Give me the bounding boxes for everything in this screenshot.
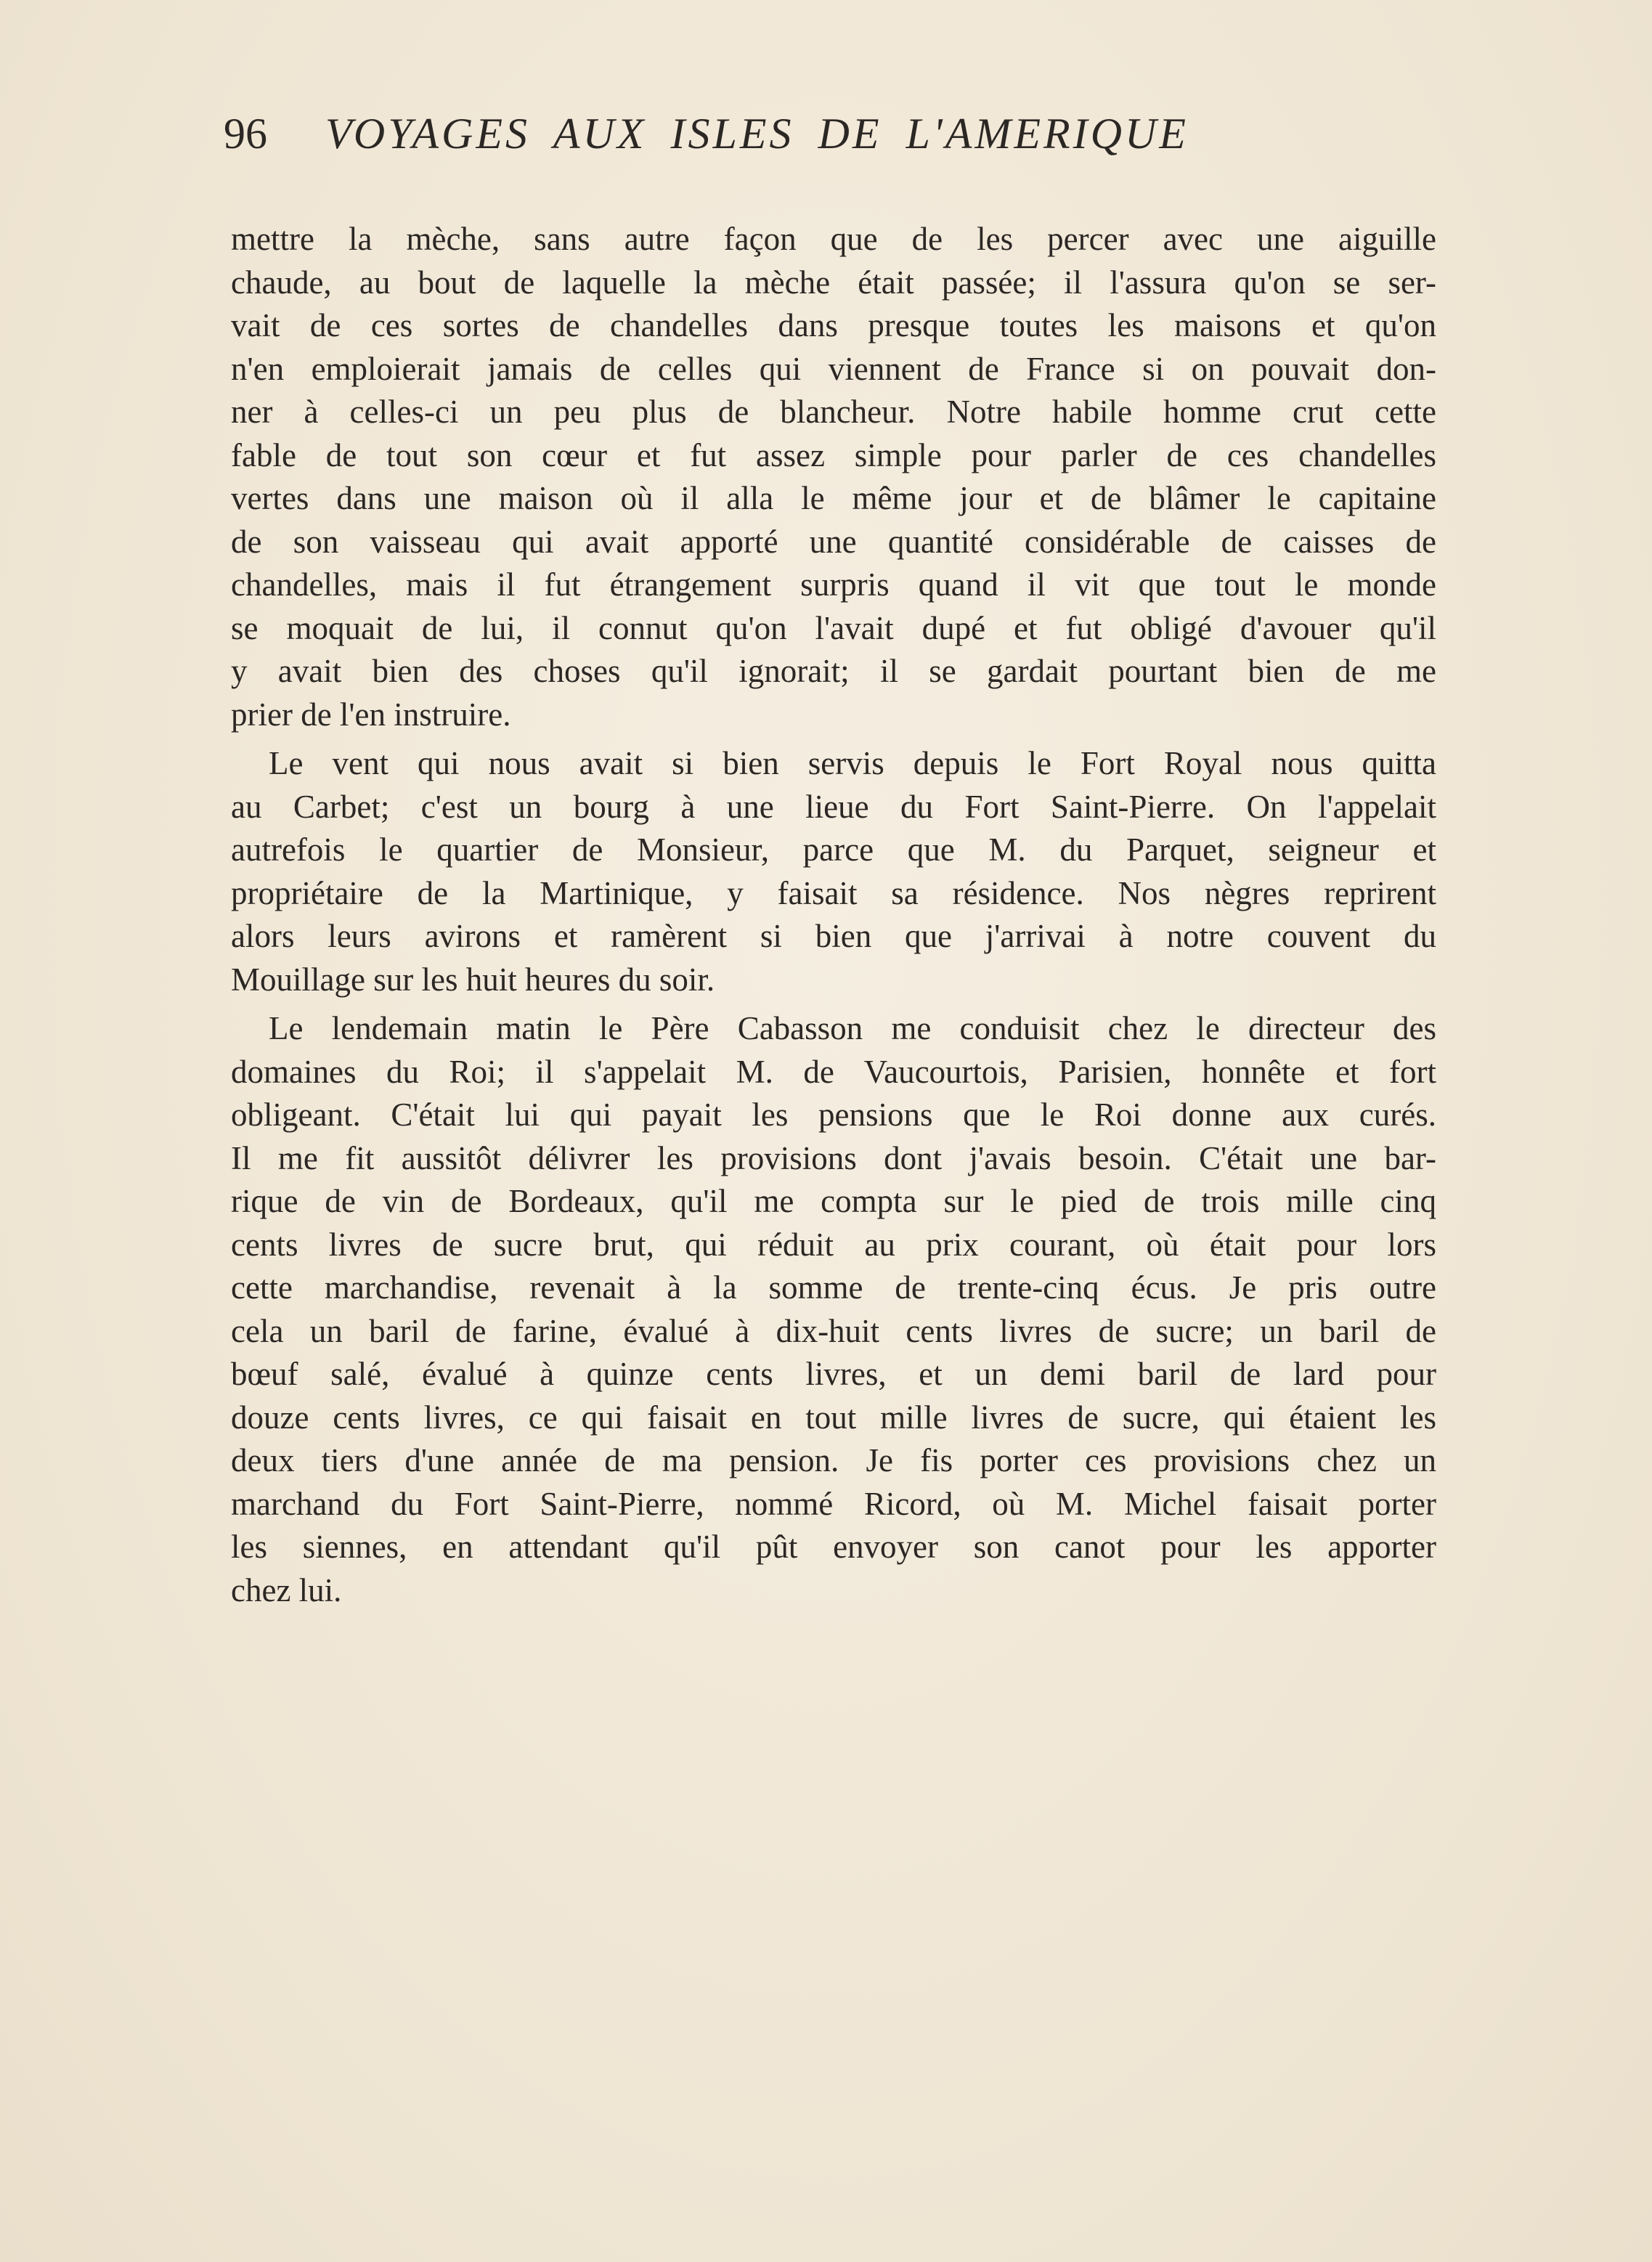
text-line: prier de l'en instruire. xyxy=(231,696,511,733)
text-line: y avait bien des choses qu'il ignorait; il se gardait pourtant bien de me xyxy=(231,653,1436,689)
text-line: rique de vin de Bordeaux, qu'il me compta sur le pied de trois mille cinq xyxy=(231,1183,1436,1219)
text-line: chaude, au bout de laquelle la mèche était passée; il l'assura qu'on se ser- xyxy=(231,264,1436,301)
text-line: vait de ces sortes de chandelles dans presque toutes les maisons et qu'on xyxy=(231,307,1436,343)
paragraph xyxy=(231,218,1436,736)
text-line: cette marchandise, revenait à la somme de trente-cinq écus. Je pris outre xyxy=(231,1269,1436,1306)
text-line: fable de tout son cœur et fut assez simple pour parler de ces chandelles xyxy=(231,436,1436,473)
text-line: Il me fit aussitôt délivrer les provisions dont j'avais besoin. C'était une bar- xyxy=(231,1139,1436,1176)
paragraph xyxy=(231,742,1436,1001)
text-line: deux tiers d'une année de ma pension. Je fis porter ces provisions chez un xyxy=(231,1442,1436,1478)
text-line: domaines du Roi; il s'appelait M. de Vaucourtois, Parisien, honnête et fort xyxy=(231,1053,1436,1090)
text-line: ner à celles-ci un peu plus de blancheur. Notre habile homme crut cette xyxy=(231,394,1436,430)
text-line: Le vent qui nous avait si bien servis depuis le Fort Royal nous quitta xyxy=(269,745,1436,781)
text-line: marchand du Fort Saint-Pierre, nommé Ricord, où M. Michel faisait porter xyxy=(231,1485,1436,1522)
running-title: VOYAGES AUX ISLES DE L'AMERIQUE xyxy=(325,110,1189,158)
text-line: obligeant. C'était lui qui payait les pensions que le Roi donne aux curés. xyxy=(231,1097,1436,1133)
text-line: Mouillage sur les huit heures du soir. xyxy=(231,961,715,998)
running-header xyxy=(224,109,1189,159)
text-line: Le lendemain matin le Père Cabasson me conduisit chez le directeur des xyxy=(269,1010,1436,1046)
text-line: vertes dans une maison où il alla le même jour et de blâmer le capitaine xyxy=(231,480,1436,516)
text-line: se moquait de lui, il connut qu'on l'avait dupé et fut obligé d'avouer qu'il xyxy=(231,609,1436,646)
text-line: autrefois le quartier de Monsieur, parce que M. du Parquet, seigneur et xyxy=(231,831,1436,868)
text-line: au Carbet; c'est un bourg à une lieue du Fort Saint-Pierre. On l'appelait xyxy=(231,788,1436,825)
text-line: n'en emploierait jamais de celles qui viennent de France si on pouvait don- xyxy=(231,350,1436,387)
text-line: mettre la mèche, sans autre façon que de les percer avec une aiguille xyxy=(231,221,1436,257)
text-line: de son vaisseau qui avait apporté une quantité considérable de caisses de xyxy=(231,523,1436,560)
paragraph xyxy=(231,1007,1436,1612)
body-text xyxy=(231,218,1436,1618)
text-line: chez lui. xyxy=(231,1571,342,1608)
text-line: propriétaire de la Martinique, y faisait sa résidence. Nos nègres reprirent xyxy=(231,874,1436,911)
text-line: cents livres de sucre brut, qui réduit au prix courant, où était pour lors xyxy=(231,1226,1436,1263)
text-line: chandelles, mais il fut étrangement surpris quand il vit que tout le monde xyxy=(231,566,1436,603)
text-line: alors leurs avirons et ramèrent si bien que j'arrivai à notre couvent du xyxy=(231,918,1436,954)
text-line: cela un baril de farine, évalué à dix-huit cents livres de sucre; un baril de xyxy=(231,1312,1436,1349)
text-line: douze cents livres, ce qui faisait en tout mille livres de sucre, qui étaient les xyxy=(231,1399,1436,1436)
page-number: 96 xyxy=(224,110,267,158)
text-line: les siennes, en attendant qu'il pût envoyer son canot pour les apporter xyxy=(231,1529,1436,1565)
text-line: bœuf salé, évalué à quinze cents livres, et un demi baril de lard pour xyxy=(231,1356,1436,1392)
